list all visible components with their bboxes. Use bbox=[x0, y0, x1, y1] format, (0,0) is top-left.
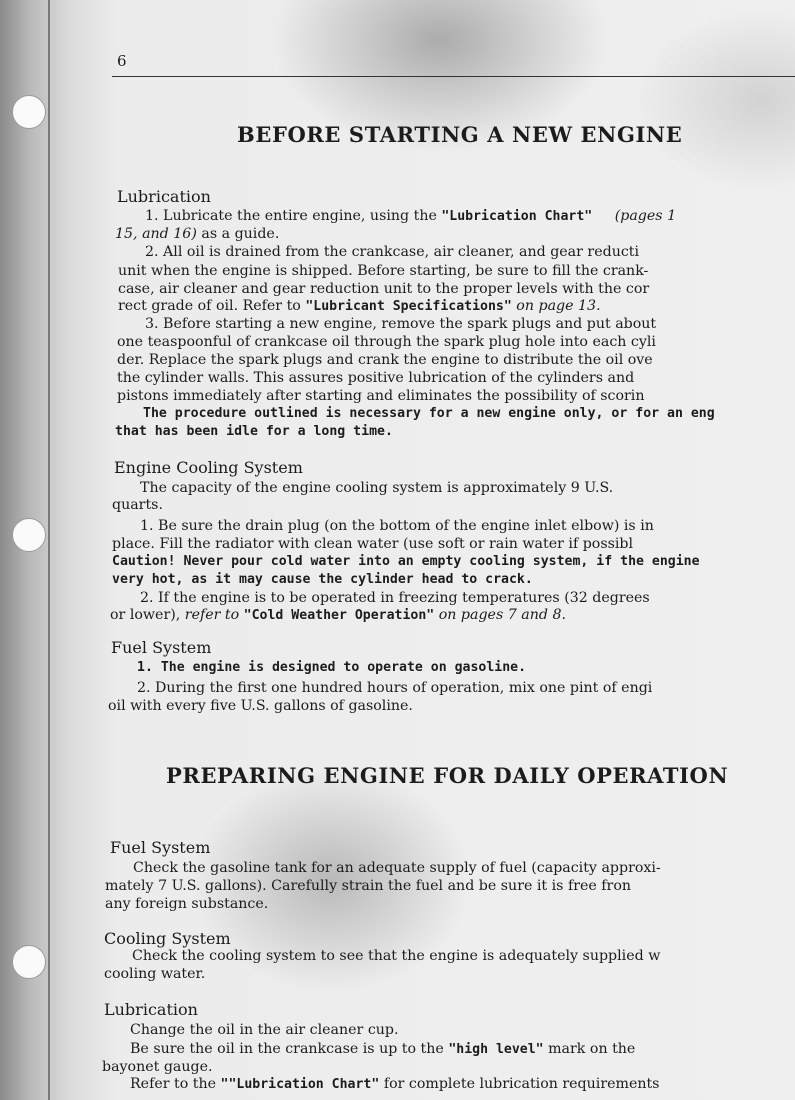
text-line: Be sure the oil in the crankcase is up to the "high level" mark on the bbox=[130, 1041, 636, 1057]
text-line: der. Replace the spark plugs and crank the engine to distribute the oil ove bbox=[117, 352, 653, 368]
heading-fuel-system-daily: Fuel System bbox=[110, 838, 211, 857]
text-line: place. Fill the radiator with clean water (use soft or rain water if possibl bbox=[112, 536, 634, 552]
section-title-daily-operation: PREPARING ENGINE FOR DAILY OPERATION bbox=[166, 763, 729, 788]
text-line: or lower), refer to "Cold Weather Operation" on pages 7 and 8. bbox=[110, 607, 567, 623]
text-line: the cylinder walls. This assures positive lubrication of the cylinders and bbox=[117, 370, 635, 386]
text-line: 2. During the first one hundred hours of operation, mix one pint of engi bbox=[137, 680, 653, 696]
text-line: pistons immediately after starting and eliminates the possibility of scorin bbox=[117, 388, 645, 404]
text-line: Change the oil in the air cleaner cup. bbox=[130, 1022, 399, 1038]
text-line: Refer to the ""Lubrication Chart" for complete lubrication requirements bbox=[130, 1076, 660, 1092]
heading-cooling-system-daily: Cooling System bbox=[104, 929, 231, 948]
section-title-before-starting: BEFORE STARTING A NEW ENGINE bbox=[237, 122, 683, 147]
heading-fuel-system: Fuel System bbox=[111, 638, 212, 657]
text-line: cooling water. bbox=[104, 966, 206, 982]
text-line: any foreign substance. bbox=[105, 896, 269, 912]
page-number: 6 bbox=[117, 52, 127, 70]
text-line: The procedure outlined is necessary for a new engine only, or for an eng bbox=[143, 406, 715, 421]
text-line: The capacity of the engine cooling system is approximately 9 U.S. bbox=[140, 480, 614, 496]
heading-lubrication: Lubrication bbox=[117, 187, 211, 206]
text-line: 15, and 16) as a guide. bbox=[115, 226, 280, 242]
text-line: 1. The engine is designed to operate on gasoline. bbox=[137, 660, 527, 675]
text-line: bayonet gauge. bbox=[102, 1059, 213, 1075]
text-line: that has been idle for a long time. bbox=[115, 424, 393, 439]
text-line: oil with every five U.S. gallons of gasoline. bbox=[108, 698, 413, 714]
text-line: Check the cooling system to see that the engine is adequately supplied w bbox=[132, 948, 661, 964]
text-line: case, air cleaner and gear reduction unit to the proper levels with the cor bbox=[118, 281, 650, 297]
text-line: rect grade of oil. Refer to "Lubricant Specifications" on page 13. bbox=[118, 298, 601, 314]
heading-lubrication-daily: Lubrication bbox=[104, 1000, 198, 1019]
heading-engine-cooling-system: Engine Cooling System bbox=[114, 458, 303, 477]
text-line: quarts. bbox=[112, 497, 163, 513]
text-line: 1. Be sure the drain plug (on the bottom of the engine inlet elbow) is in bbox=[140, 518, 654, 534]
text-line: unit when the engine is shipped. Before starting, be sure to fill the crank- bbox=[118, 263, 649, 279]
text-line: one teaspoonful of crankcase oil through the spark plug hole into each cyli bbox=[117, 334, 656, 350]
text-line: 2. All oil is drained from the crankcase, air cleaner, and gear reducti bbox=[145, 244, 640, 260]
text-line: 1. Lubricate the entire engine, using the "Lubrication Chart" (pages 1 bbox=[145, 208, 677, 224]
text-line: very hot, as it may cause the cylinder head to crack. bbox=[112, 572, 533, 587]
text-line: 2. If the engine is to be operated in freezing temperatures (32 degrees bbox=[140, 590, 650, 606]
text-line: mately 7 U.S. gallons). Carefully strain the fuel and be sure it is free fron bbox=[105, 878, 632, 894]
text-line: 3. Before starting a new engine, remove the spark plugs and put about bbox=[145, 316, 657, 332]
text-line: Caution! Never pour cold water into an empty cooling system, if the engine bbox=[112, 554, 700, 569]
text-line: Check the gasoline tank for an adequate supply of fuel (capacity approxi- bbox=[133, 860, 661, 876]
